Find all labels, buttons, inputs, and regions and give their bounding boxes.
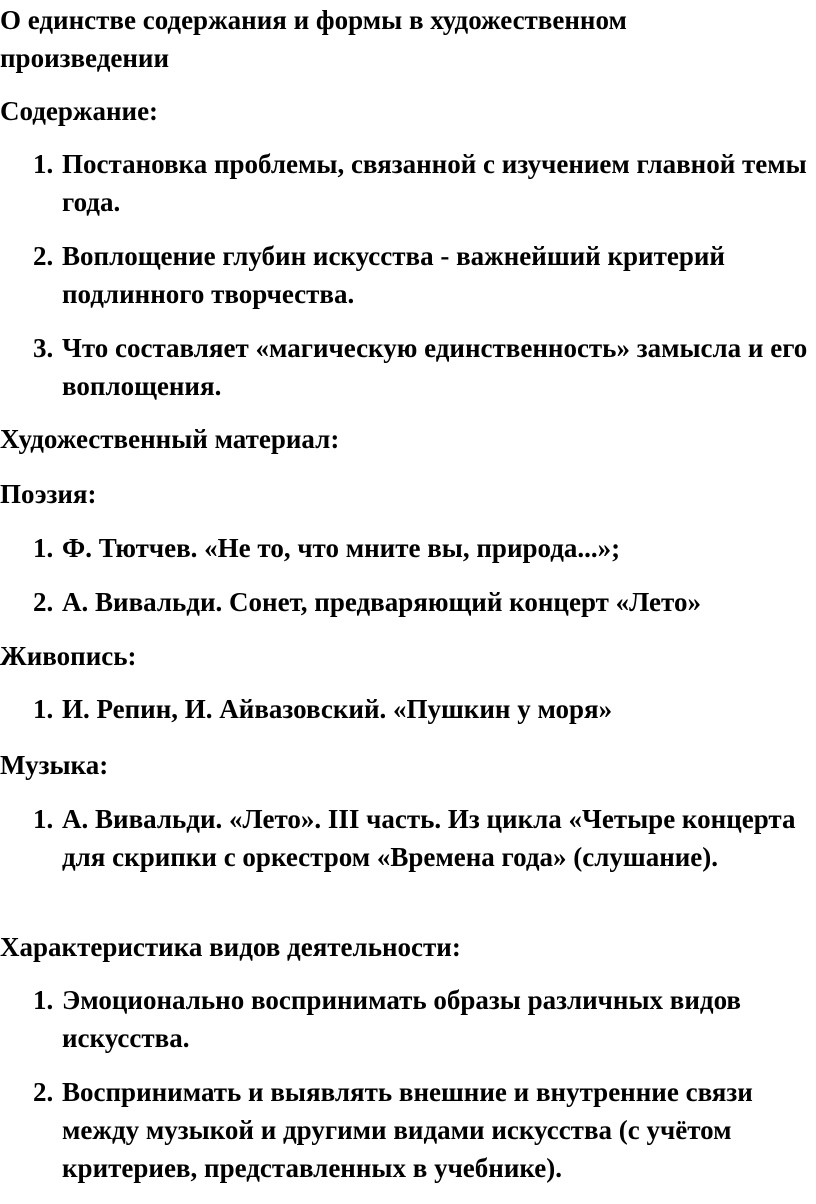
list-item — [0, 1073, 808, 1187]
list-number: 1. — [33, 149, 54, 179]
section-heading-content: Содержание: — [0, 96, 159, 126]
music-list — [0, 800, 808, 876]
list-item — [0, 800, 808, 876]
list-number: 2. — [33, 241, 54, 271]
list-item-text: Эмоционально воспринимать образы различных видов искусства. — [62, 985, 741, 1053]
list-item — [0, 237, 808, 313]
document-title: О единстве содержания и формы в художественном произведении — [0, 5, 627, 73]
list-item — [0, 583, 808, 621]
section-heading-activities: Характеристика видов деятельности: — [0, 932, 461, 962]
list-item-text: А. Вивальди. Сонет, предваряющий концерт «Лето» — [62, 587, 701, 617]
list-item-text: Что составляет «магическую единственность» замысла и его воплощения. — [62, 333, 808, 401]
painting-list — [0, 690, 808, 728]
section-heading-painting: Живопись: — [0, 641, 137, 671]
section-heading-music: Музыка: — [0, 750, 109, 780]
list-number: 1. — [33, 533, 54, 563]
list-item — [0, 529, 808, 567]
list-item-text: Постановка проблемы, связанной с изучением главной темы года. — [62, 149, 807, 217]
section-heading-material: Художественный материал: — [0, 424, 340, 454]
list-number: 1. — [33, 694, 54, 724]
list-item — [0, 329, 808, 405]
poetry-list — [0, 529, 808, 621]
content-list — [0, 145, 808, 405]
list-number: 3. — [33, 333, 54, 363]
list-item-text: Воспринимать и выявлять внешние и внутренние связи между музыкой и другими видами искусства (с учётом критериев, представленных в учебнике). — [62, 1077, 753, 1183]
list-number: 1. — [33, 804, 54, 834]
list-number: 2. — [33, 1077, 54, 1107]
list-item-text: А. Вивальди. «Лето». III часть. Из цикла «Четыре концерта для скрипки с оркестром «Времена года» (слушание). — [62, 804, 796, 872]
list-item — [0, 145, 808, 221]
section-heading-poetry: Поэзия: — [0, 479, 97, 509]
activities-list — [0, 981, 808, 1187]
list-number: 2. — [33, 587, 54, 617]
list-item-text: Воплощение глубин искусства - важнейший критерий подлинного творчества. — [62, 241, 725, 309]
list-number: 1. — [33, 985, 54, 1015]
list-item — [0, 981, 808, 1057]
list-item-text: И. Репин, И. Айвазовский. «Пушкин у моря» — [62, 694, 613, 724]
list-item — [0, 690, 808, 728]
list-item-text: Ф. Тютчев. «Не то, что мните вы, природа...»; — [62, 533, 621, 563]
